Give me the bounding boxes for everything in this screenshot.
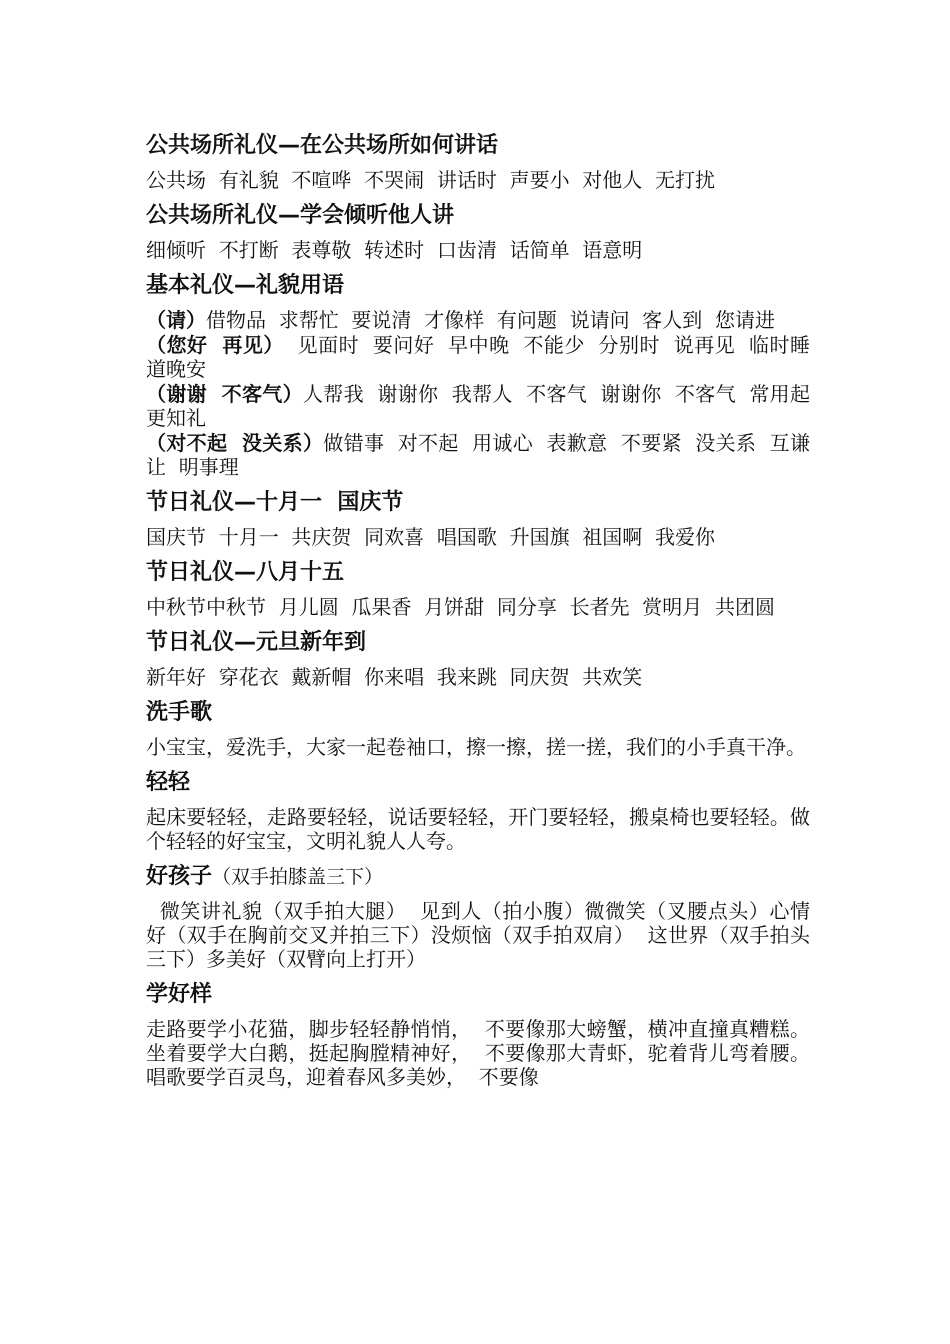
- document-page: [146, 132, 823, 1089]
- section-body: 新年好 穿花衣 戴新帽 你来唱 我来跳 同庆贺 共欢笑: [146, 665, 643, 689]
- section-title: 公共场所礼仪—学会倾听他人讲: [146, 203, 455, 228]
- section-title: 基本礼仪—礼貌用语: [146, 273, 345, 298]
- section-title: 节日礼仪—十月一 国庆节: [146, 490, 404, 515]
- section-body: 小宝宝，爱洗手，大家一起卷袖口，擦一擦，搓一搓，我们的小手真干净。: [146, 735, 806, 759]
- polite-phrase-item: [146, 382, 823, 430]
- phrase-lead: （对不起 没关系）: [146, 431, 324, 455]
- section-body: 国庆节 十月一 共庆贺 同欢喜 唱国歌 升国旗 祖国啊 我爱你: [146, 525, 716, 549]
- section-title: 节日礼仪—元旦新年到: [146, 630, 367, 655]
- section-body: 细倾听 不打断 表尊敬 转述时 口齿清 话简单 语意明: [146, 238, 643, 262]
- section-title-note: （双手拍膝盖三下）: [212, 866, 384, 888]
- section-body: 微笑讲礼貌（双手拍大腿） 见到人（拍小腹）微微笑（叉腰点头）心情好（双手在胸前交叉并拍三下）没烦恼（双手拍双肩） 这世界（双手拍头三下）多美好（双臂向上打开）: [146, 899, 810, 971]
- section-title: 轻轻: [146, 770, 191, 795]
- phrase-lead: （您好 再见）: [146, 333, 284, 357]
- section-body: 走路要学小花猫，脚步轻轻静悄悄， 不要像那大螃蟹，横冲直撞真糟糕。 坐着要学大白鹅，挺起胸膛精神好， 不要像那大青虾，驼着背儿弯着腰。 唱歌要学百灵鸟，迎着春风多美妙， 不要像: [146, 1017, 823, 1089]
- phrase-text: 人帮我 谢谢你 我帮人 不客气 谢谢你 不客气 常用起 更知礼: [146, 382, 823, 430]
- phrase-lead: （谢谢 不客气）: [146, 382, 303, 406]
- section-title: 洗手歌: [146, 700, 213, 725]
- phrase-text: 借物品 求帮忙 要说清 才像样 有问题 说请问 客人到 您请进: [206, 308, 776, 332]
- polite-phrase-item: [146, 333, 823, 381]
- phrase-lead: （请）: [146, 308, 206, 332]
- section-title: 学好样: [146, 982, 213, 1007]
- phrase-text: 做错事 对不起 用诚心 表歉意 不要紧 没关系 互谦让 明事理: [146, 431, 810, 479]
- section-title: 好孩子: [146, 864, 213, 889]
- section-body: 公共场 有礼貌 不喧哗 不哭闹 讲话时 声要小 对他人 无打扰: [146, 168, 716, 192]
- section-title-with-note: [146, 863, 810, 891]
- polite-phrase-item: [146, 431, 810, 479]
- section-body: 中秋节中秋节 月儿圆 瓜果香 月饼甜 同分享 长者先 赏明月 共团圆: [146, 595, 776, 619]
- section-title: 公共场所礼仪—在公共场所如何讲话: [146, 133, 499, 158]
- section-title: 节日礼仪—八月十五: [146, 560, 345, 585]
- phrase-text: 见面时 要问好 早中晚 不能少 分别时 说再见 临时睡 道晚安: [146, 333, 823, 381]
- polite-phrase-item: [146, 308, 810, 332]
- section-body: 起床要轻轻，走路要轻轻，说话要轻轻，开门要轻轻，搬桌椅也要轻轻。做个轻轻的好宝宝，文明礼貌人人夸。: [146, 805, 810, 853]
